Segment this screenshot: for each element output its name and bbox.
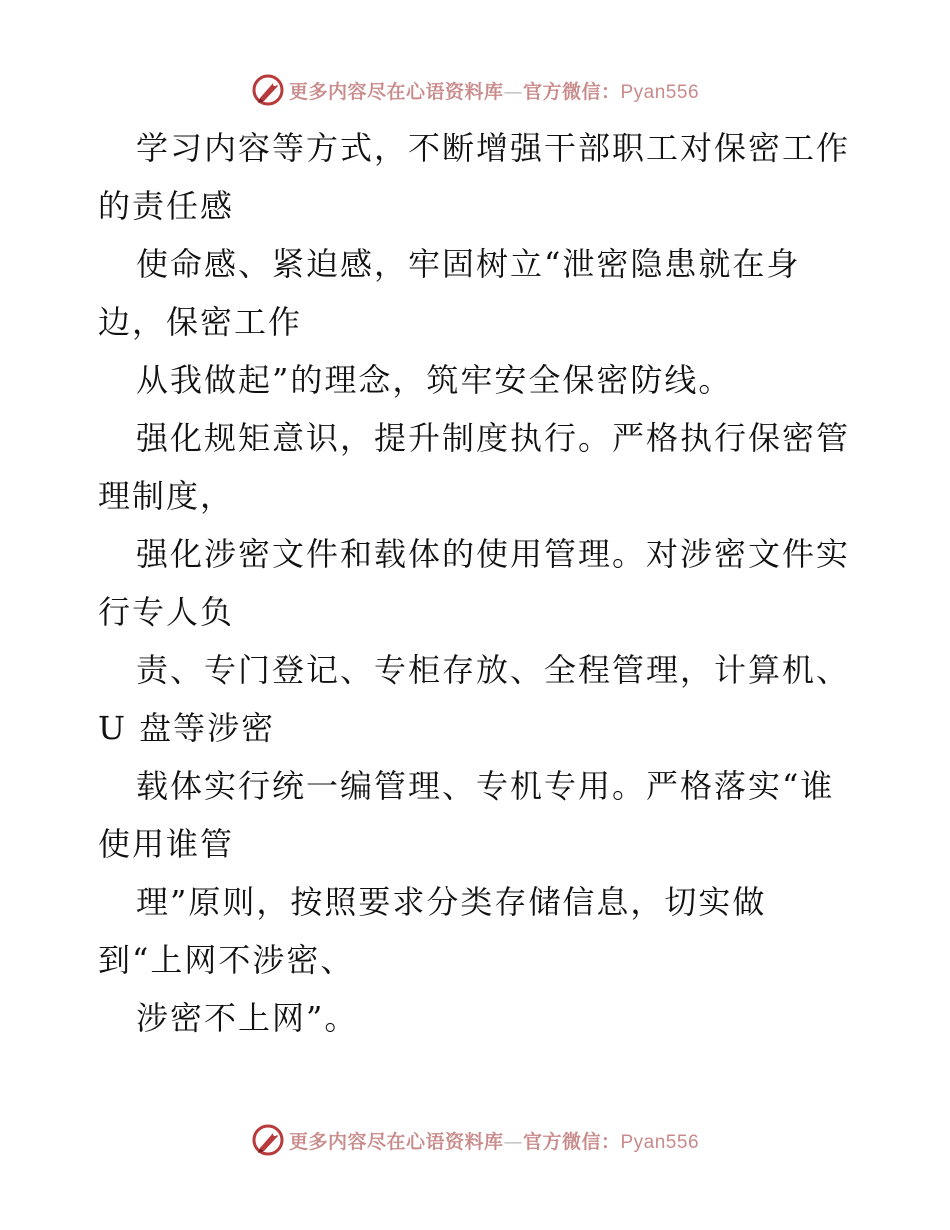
body-line: 强化涉密文件和载体的使用管理。对涉密文件实: [136, 535, 851, 573]
body-line: 载体实行统一编管理、专机专用。严格落实“谁: [136, 767, 835, 805]
body-line: 理制度，: [98, 477, 235, 515]
body-line: 的责任感: [98, 187, 235, 225]
body-line: U 盘等涉密: [98, 709, 276, 747]
banner-id: Pyan556: [620, 1131, 700, 1153]
body-line: 责、专门登记、专柜存放、全程管理，计算机、: [136, 651, 851, 689]
banner-dash: —: [503, 80, 523, 103]
header-banner: [0, 70, 950, 110]
body-line: 理”原则，按照要求分类存储信息，切实做: [136, 883, 767, 921]
banner-official: 官方微信：: [522, 80, 621, 103]
body-line: 行专人负: [98, 593, 235, 631]
body-line: 使用谁管: [98, 825, 235, 863]
body-line: 边，保密工作: [98, 303, 303, 341]
banner-cn-text: 更多内容尽在心语资料库: [288, 1130, 504, 1153]
banner-dash: —: [503, 1130, 523, 1153]
banner-cn-text: 更多内容尽在心语资料库: [288, 80, 504, 103]
pen-logo-icon: [251, 1123, 285, 1157]
body-line: 使命感、紧迫感，牢固树立“泄密隐患就在身: [136, 245, 801, 283]
footer-banner: [0, 1120, 950, 1160]
pen-logo-icon: [251, 73, 285, 107]
banner-official: 官方微信：: [522, 1130, 621, 1153]
body-line: 学习内容等方式，不断增强干部职工对保密工作: [136, 129, 851, 167]
body-line: 涉密不上网”。: [136, 999, 359, 1037]
body-line: 到“上网不涉密、: [98, 941, 355, 979]
body-line: 从我做起”的理念，筑牢安全保密防线。: [136, 361, 733, 399]
banner-text: [289, 1127, 699, 1154]
body-line: 强化规矩意识，提升制度执行。严格执行保密管: [136, 419, 851, 457]
banner-text: [289, 77, 699, 104]
banner-id: Pyan556: [620, 81, 700, 103]
